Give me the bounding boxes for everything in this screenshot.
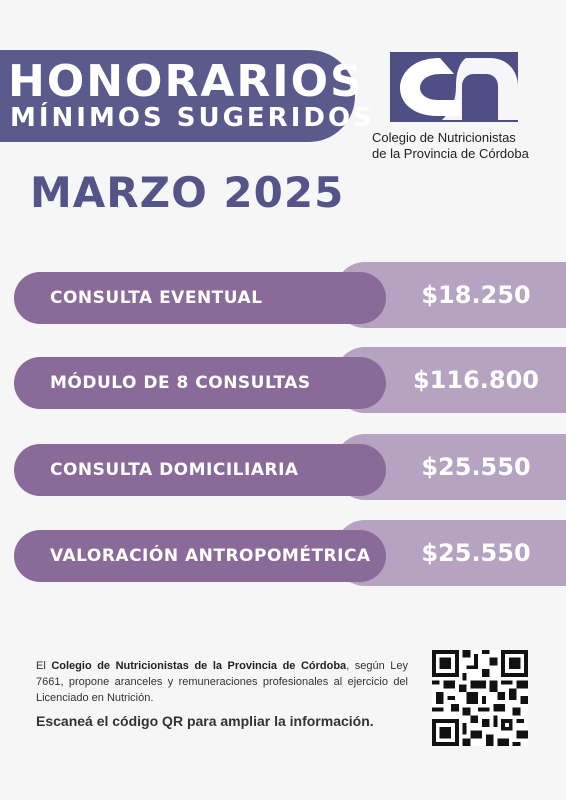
college-name-line1: Colegio de Nutricionistas	[372, 130, 516, 145]
period-heading: MARZO 2025	[30, 168, 345, 217]
fee-price: $25.550	[421, 453, 531, 481]
college-name-line2: de la Provincia de Córdoba	[372, 146, 529, 161]
qr-code-icon[interactable]	[432, 650, 528, 746]
fee-row-consulta-domiciliaria	[0, 434, 566, 504]
fee-row-valoracion-antropometrica	[0, 520, 566, 590]
fee-row-modulo-8-consultas	[0, 347, 566, 417]
legal-note-org: Colegio de Nutricionistas de la Provincia de Córdoba	[51, 660, 347, 672]
fee-price: $25.550	[421, 539, 531, 567]
fee-price: $116.800	[412, 366, 539, 394]
fee-price: $18.250	[421, 281, 531, 309]
title-sub: MÍNIMOS SUGERIDOS	[10, 103, 375, 133]
legal-note	[36, 658, 408, 706]
fee-label: CONSULTA DOMICILIARIA	[50, 460, 299, 480]
title-main: HONORARIOS	[8, 56, 364, 107]
qr-call-to-action: Escaneá el código QR para ampliar la información.	[36, 713, 374, 729]
fee-label: MÓDULO DE 8 CONSULTAS	[50, 373, 311, 393]
fee-label: VALORACIÓN ANTROPOMÉTRICA	[50, 546, 371, 566]
college-name	[372, 130, 562, 162]
legal-note-rest: , según Ley 7661, propone aranceles y remuneraciones profesionales al ejercicio del Licenciado en Nutrición.	[36, 660, 409, 704]
legal-note-prefix: El	[36, 660, 52, 672]
fee-row-consulta-eventual	[0, 262, 566, 332]
fee-label: CONSULTA EVENTUAL	[50, 288, 263, 308]
